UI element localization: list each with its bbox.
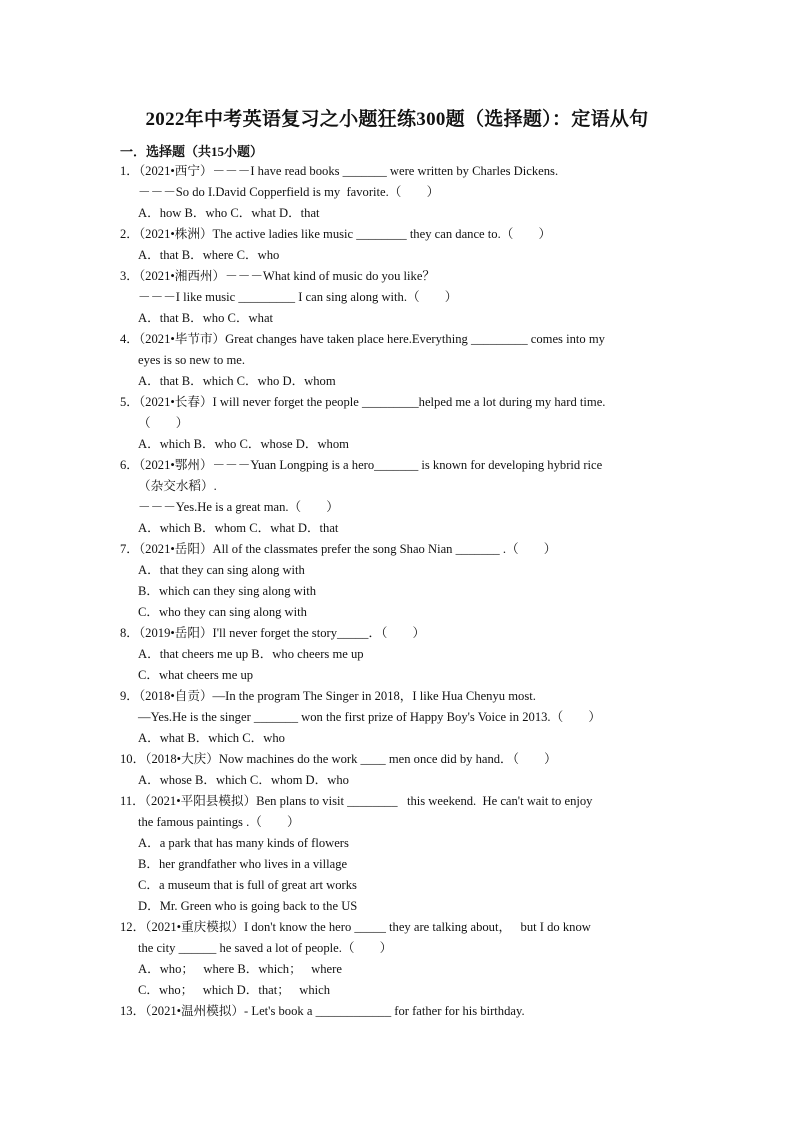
options-line: A．that they can sing along with	[138, 563, 305, 577]
question-13: 13．（2021•温州模拟）- Let's book a ____________ for father for his birthday.	[120, 1004, 525, 1018]
question-10: 10．（2018•大庆）Now machines do the work ____ men once did by hand．（ ）	[120, 752, 557, 766]
question-9: 9．（2018•自贡）—In the program The Singer in 2018，I like Hua Chenyu most.	[120, 689, 536, 703]
options-line: A．which B．who C．whose D．whom	[138, 437, 349, 451]
options-line: A．that B．where C．who	[138, 248, 280, 262]
options-line: C．what cheers me up	[138, 668, 254, 682]
question-6: 6．（2021•鄂州）－－－Yuan Longping is a hero_______ is known for developing hybrid rice	[120, 458, 603, 472]
question-line: －－－So do I.David Copperfield is my favorite.（ ）	[138, 185, 440, 199]
question-2: 2．（2021•株洲）The active ladies like music ________ they can dance to.（ ）	[120, 227, 552, 241]
options-line: C．a museum that is full of great art works	[138, 878, 357, 892]
question-line: －－－I like music _________ I can sing along with.（ ）	[138, 290, 458, 304]
options-line: A．that cheers me up B．who cheers me up	[138, 647, 364, 661]
options-line: D．Mr. Green who is going back to the US	[138, 899, 358, 913]
question-1: 1．（2021•西宁）－－－I have read books _______ were written by Charles Dickens.	[120, 164, 559, 178]
options-line: A．a park that has many kinds of flowers	[138, 836, 349, 850]
page-title: 2022年中考英语复习之小题狂练300题（选择题）：定语从句	[145, 109, 649, 130]
options-line: A．whose B．which C．whom D．who	[138, 773, 349, 787]
options-line: B．which can they sing along with	[138, 584, 317, 598]
question-4: 4．（2021•毕节市）Great changes have taken place here.Everything _________ comes into my	[120, 332, 605, 346]
question-line: the city ______ he saved a lot of people.（ ）	[138, 941, 393, 955]
question-7: 7．（2021•岳阳）All of the classmates prefer the song Shao Nian _______ .（ ）	[120, 542, 557, 556]
question-5: 5．（2021•长春）I will never forget the people _________helped me a lot during my hard time.	[120, 395, 606, 409]
options-line: A．how B．who C．what D．that	[138, 206, 320, 220]
options-line: A．who； where B．which； where	[138, 962, 342, 976]
question-line: （杂交水稻）.	[138, 479, 217, 493]
question-line: the famous paintings .（ ）	[138, 815, 300, 829]
options-line: A．that B．which C．who D．whom	[138, 374, 336, 388]
options-line: B．her grandfather who lives in a village	[138, 857, 348, 871]
options-line: C．who； which D．that； which	[138, 983, 331, 997]
question-line: —Yes.He is the singer _______ won the first prize of Happy Boy's Voice in 2013.（ ）	[138, 710, 601, 724]
options-line: A．that B．who C．what	[138, 311, 274, 325]
options-line: A．what B．which C．who	[138, 731, 285, 745]
options-line: A．which B．whom C．what D．that	[138, 521, 339, 535]
section-heading: 一．选择题（共15小题）	[120, 144, 264, 159]
question-line: （ ）	[138, 416, 189, 430]
question-8: 8．（2019•岳阳）I'll never forget the story_____．（ ）	[120, 626, 426, 640]
question-12: 12．（2021•重庆模拟）I don't know the hero _____ they are talking about， but I do know	[120, 920, 591, 934]
question-3: 3．（2021•湘西州）－－－What kind of music do you like？	[120, 269, 436, 283]
options-line: C．who they can sing along with	[138, 605, 307, 619]
question-11: 11．（2021•平阳县模拟）Ben plans to visit ________ this weekend. He can't wait to enjoy	[120, 794, 593, 808]
question-line: －－－Yes.He is a great man.（ ）	[138, 500, 339, 514]
question-line: eyes is so new to me.	[138, 353, 246, 367]
